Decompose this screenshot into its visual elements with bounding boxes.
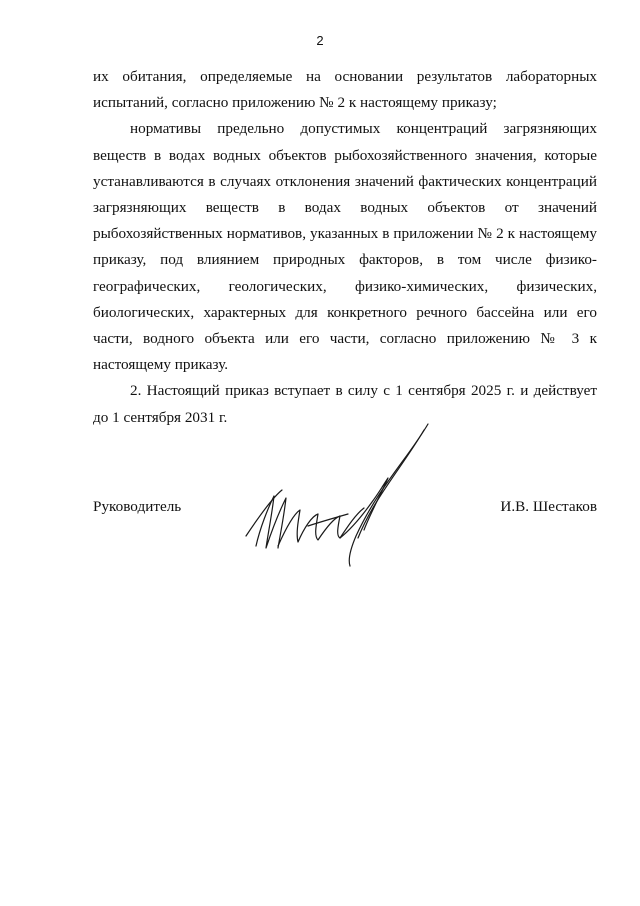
paragraph-concentration-norms: нормативы предельно допустимых концентраций загрязняющих веществ в водах водных объектов рыбохозяйственного значения, которые устанавливаются в случаях отклонения значений фактических концентраций загрязняющих веществ в водах водных объектов от значений рыбохозяйственных нормативов, указанных в приложении № 2 к настоящему приказу, под влиянием природных факторов, в том числе физико-географических, геологических, физико-химических, физических, биологических, характерных для конкретного речного бассейна или его части, водного объекта или его части, согласно приложению № 3 к настоящему приказу. [93,120,597,374]
paragraph-effective-date: 2. Настоящий приказ вступает в силу с 1 сентября 2025 г. и действует до 1 сентября 2031 г. [93,382,597,426]
signature-row [93,498,597,522]
signatory-title: Руководитель [93,498,182,515]
handwritten-signature-icon [238,418,438,568]
page-number: 2 [316,33,324,48]
paragraph-habitat-continuation: их обитания, определяемые на основании результатов лабораторных испытаний, согласно приложению № 2 к настоящему приказу; [93,68,597,112]
signatory-name: И.В. Шестаков [500,498,597,515]
document-body [93,64,597,431]
